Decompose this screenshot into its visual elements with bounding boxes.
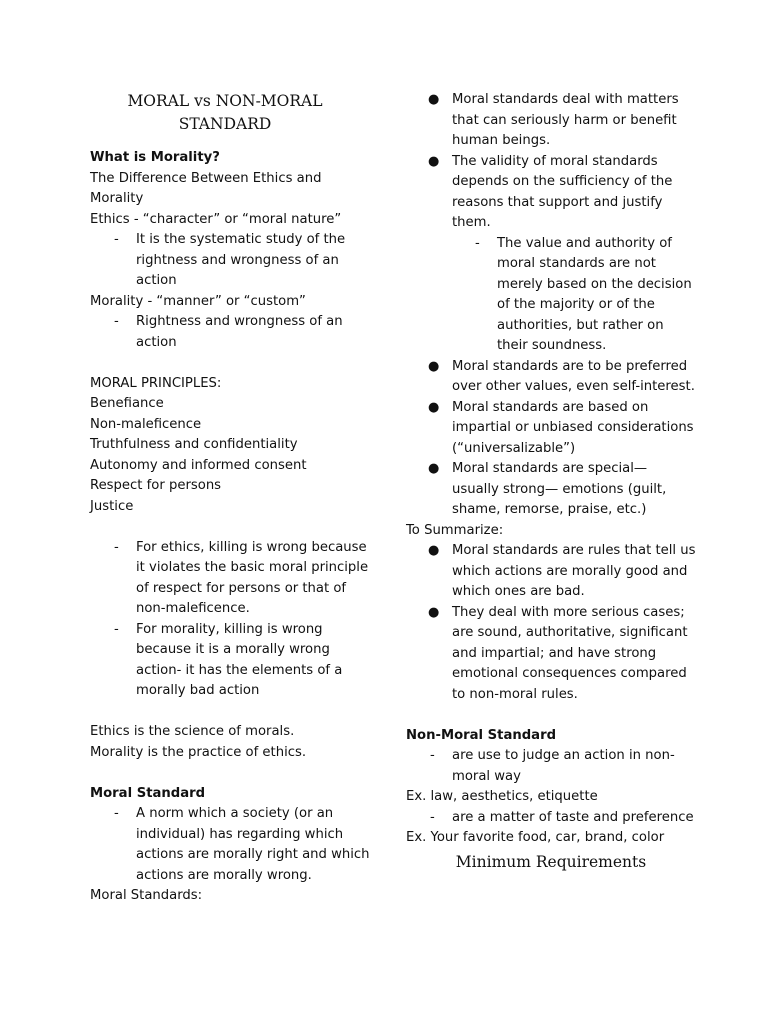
taste-dash-item: - are a matter of taste and preference <box>406 808 696 829</box>
non-moral-dash-item: - are use to judge an action in non-moral way <box>406 746 696 787</box>
heading-what-is-morality: What is Morality? <box>90 150 220 165</box>
example-2: Ex. Your favorite food, car, brand, color <box>406 830 665 845</box>
killing-ethics-item: - For ethics, killing is wrong because it violates the basic moral principle of respect for persons or that of non-maleficence. <box>90 538 375 620</box>
principles-heading: MORAL PRINCIPLES: <box>90 375 222 391</box>
bullet-item: ● Moral standards are based on impartial or unbiased considerations (“universalizable”) <box>406 398 696 460</box>
right-column <box>406 90 696 873</box>
ethics-definition: Ethics - “character” or “moral nature” <box>90 211 342 227</box>
principle-item: Truthfulness and confidentiality <box>90 437 298 452</box>
left-column <box>90 90 375 907</box>
principle-item: Respect for persons <box>90 478 222 493</box>
title-line-1: MORAL vs NON-MORAL <box>127 92 323 110</box>
bullet-item: ● Moral standards are special— usually strong— emotions (guilt, shame, remorse, praise, etc.) <box>406 459 696 521</box>
summary-bullet: ● They deal with more serious cases; are sound, authoritative, significant and impartial; and have strong emotional consequences compared to non-moral rules. <box>406 603 696 706</box>
summarize-label: To Summarize: <box>406 522 504 538</box>
ethics-dash-item: - It is the systematic study of the rightness and wrongness of an action <box>90 230 375 292</box>
principle-item: Benefiance <box>90 396 164 411</box>
moral-standard-dash-item: - A norm which a society (or an individual) has regarding which actions are morally right and which actions are morally wrong. <box>90 804 375 886</box>
principle-item: Autonomy and informed consent <box>90 457 307 473</box>
bullet-item: ● Moral standards are to be preferred over other values, even self-interest. <box>406 357 696 398</box>
minimum-requirements-heading: Minimum Requirements <box>455 852 647 871</box>
science-line: Ethics is the science of morals. <box>90 724 295 739</box>
morality-definition: Morality - “manner” or “custom” <box>90 293 306 309</box>
principle-item: Non-maleficence <box>90 416 202 432</box>
principle-item: Justice <box>90 498 134 514</box>
moral-standards-label: Moral Standards: <box>90 888 203 903</box>
moral-standard-heading: Moral Standard <box>90 785 206 801</box>
example-1: Ex. law, aesthetics, etiquette <box>406 789 598 804</box>
document-title <box>80 90 370 136</box>
morality-dash-item: - Rightness and wrongness of an action <box>90 312 375 353</box>
principles-list <box>90 394 375 517</box>
summary-bullet: ● Moral standards are rules that tell us which actions are morally good and which ones are bad. <box>406 541 696 603</box>
bullet-item: ● Moral standards deal with matters that can seriously harm or benefit human beings. <box>406 90 696 152</box>
title-line-2: STANDARD <box>178 115 272 133</box>
difference-line-1: The Difference Between Ethics and <box>90 170 322 186</box>
bullet-item: ● The validity of moral standards depends on the sufficiency of the reasons that support and justify them. <box>406 152 696 234</box>
sub-dash-item: - The value and authority of moral standards are not merely based on the decision of the majority or of the authorities, but rather on their soundness. <box>406 234 696 357</box>
difference-line-2: Morality <box>90 191 144 206</box>
non-moral-heading: Non-Moral Standard <box>406 727 557 743</box>
practice-line: Morality is the practice of ethics. <box>90 744 307 760</box>
killing-morality-item: - For morality, killing is wrong because it is a morally wrong action- it has the elements of a morally bad action <box>90 620 375 702</box>
